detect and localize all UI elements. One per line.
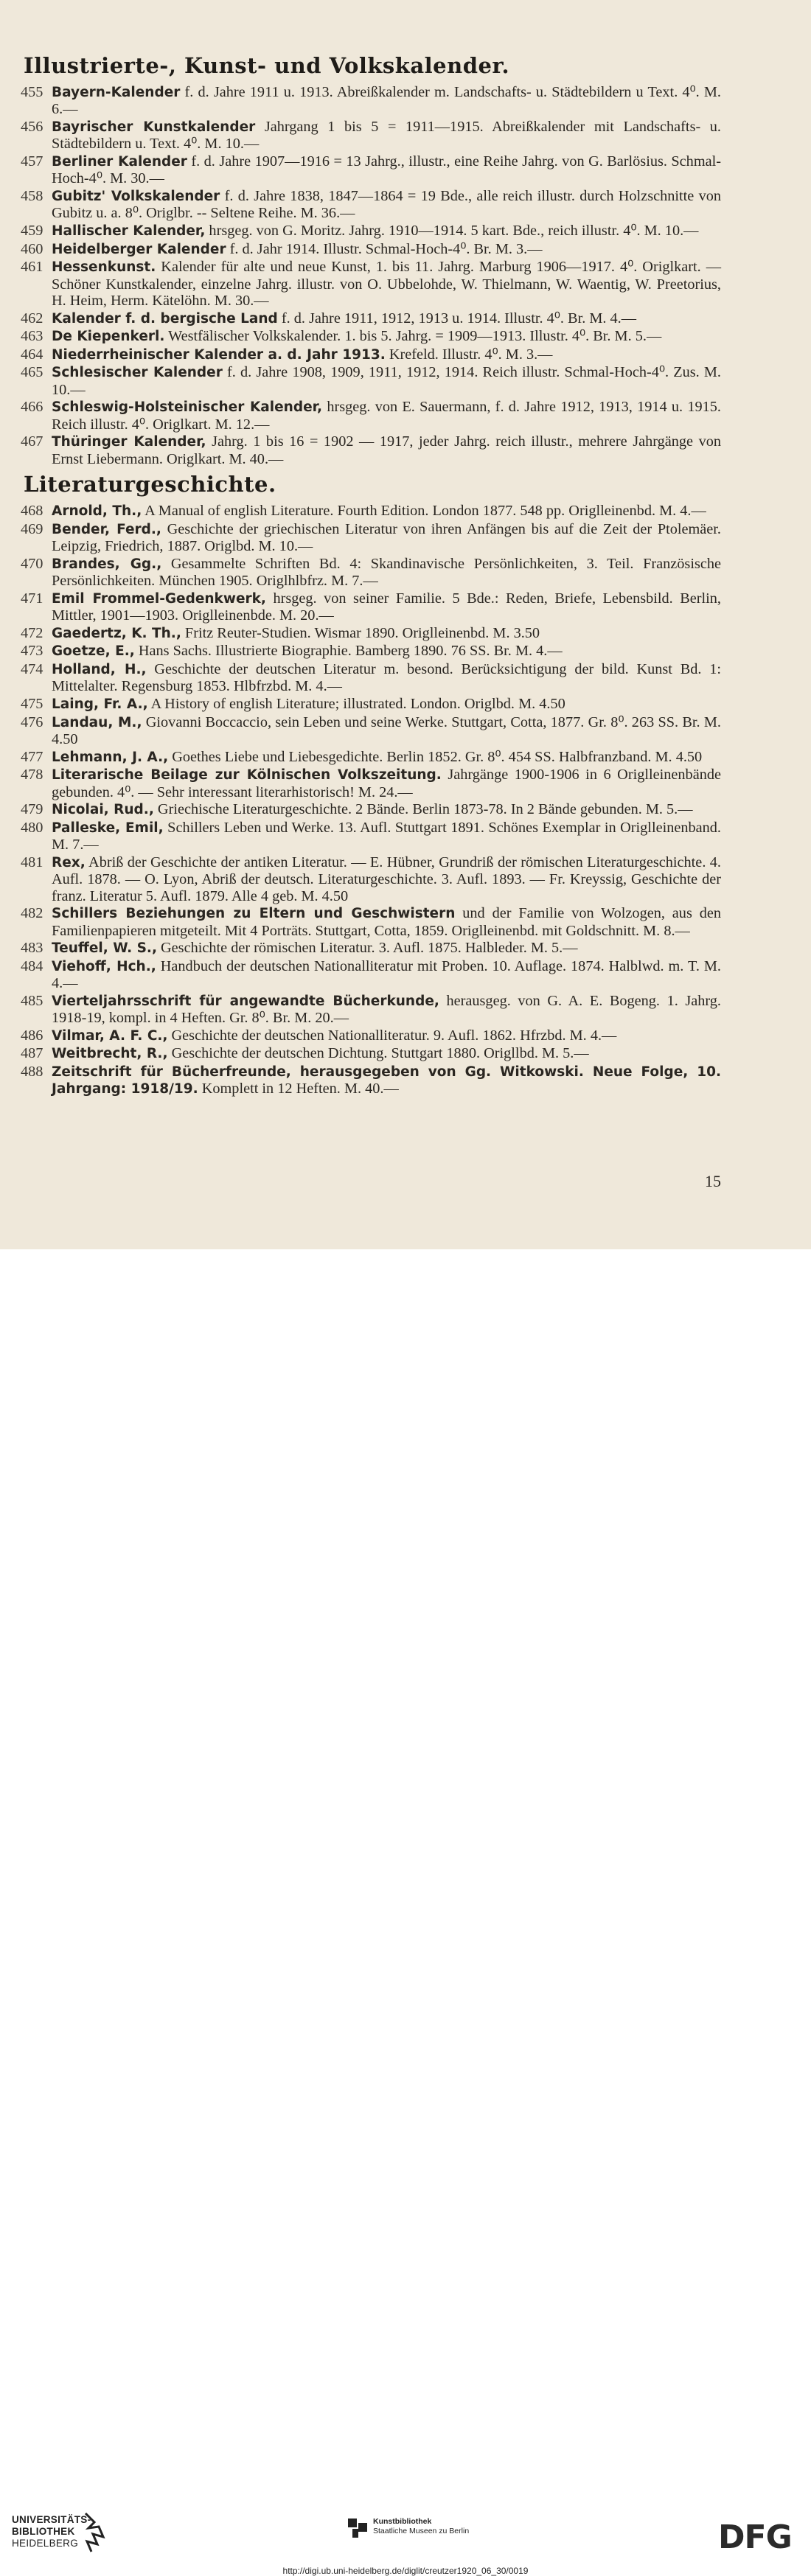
entry-heading: Laing, Fr. A., xyxy=(52,696,148,712)
entry-number: 470 xyxy=(21,555,43,572)
page-number: 15 xyxy=(705,1172,721,1190)
entry-description: f. d. Jahre 1911, 1912, 1913 u. 1914. Illustr. 4⁰. Br. M. 4.— xyxy=(277,310,637,327)
entry-number: 487 xyxy=(21,1045,43,1062)
entry-description: Goethes Liebe und Liebesgedichte. Berlin 1852. Gr. 8⁰. 454 SS. Halbfranzband. M. 4.50 xyxy=(168,748,703,765)
catalog-entry xyxy=(21,503,721,520)
entry-description: Kalender für alte und neue Kunst, 1. bis 11. Jahrg. Marburg 1906—1917. 4⁰. Origlkart. — Schöner Kunstkalender, einzelne Jahrg. illustr. von O. Ubbelohde, W. Thielmann, W. Waentig, W. Preetorius, H. Heim, Herm. Kätelöhn. M. 30.— xyxy=(52,259,721,309)
kunstbibliothek-logo-icon xyxy=(348,2519,367,2538)
entry-heading: Lehmann, J. A., xyxy=(52,749,169,765)
section-title: Literaturgeschichte. xyxy=(24,472,276,498)
entry-number: 479 xyxy=(21,801,43,818)
entry-number: 484 xyxy=(21,957,43,974)
entry-text xyxy=(52,364,721,398)
catalog-entry xyxy=(21,661,721,695)
entry-text xyxy=(52,940,721,957)
catalog-entry xyxy=(21,346,721,363)
catalog-entry xyxy=(21,820,721,854)
entry-heading: Emil Frommel-Gedenkwerk, xyxy=(52,590,266,607)
entry-text xyxy=(52,590,721,624)
entry-number: 486 xyxy=(21,1027,43,1044)
entry-number: 471 xyxy=(21,590,43,607)
entry-description: Gesammelte Schriften Bd. 4: Skandinavische Persönlichkeiten, 3. Teil. Französische Persönlichkeiten. München 1905. Origlhlbfrz. M. 7.— xyxy=(52,555,721,590)
entry-description: Jahrg. 1 bis 16 = 1902 — 1917, jeder Jahrg. reich illustr., mehrere Jahrgänge von Ernst Liebermann. Origlkart. M. 40.— xyxy=(52,433,721,467)
entry-text xyxy=(52,556,721,590)
catalog-entry xyxy=(21,958,721,992)
dfg-logo: DFG xyxy=(718,2519,792,2556)
entry-description: und der Familie von Wolzogen, aus den Familienpapieren mitgeteilt. Mit 4 Porträts. Stuttgart, Cotta, 1859. Origlleinenbd. mit Goldschnitt. M. 8.— xyxy=(52,905,721,939)
entry-number: 476 xyxy=(21,713,43,730)
entry-number: 475 xyxy=(21,695,43,712)
entry-text xyxy=(52,1027,721,1044)
entry-description: Fritz Reuter-Studien. Wismar 1890. Origlleinenbd. M. 3.50 xyxy=(181,624,540,641)
entry-description: herausgeg. von G. A. E. Bogeng. 1. Jahrg. 1918-19, kompl. in 4 Heften. Gr. 8⁰. Br. M. 20.— xyxy=(52,992,721,1027)
entry-number: 483 xyxy=(21,940,43,957)
entry-text xyxy=(52,993,721,1027)
entry-number: 488 xyxy=(21,1063,43,1080)
catalog-entry xyxy=(21,1027,721,1044)
catalog-entry xyxy=(21,905,721,939)
catalog-entry xyxy=(21,153,721,187)
catalog-entry xyxy=(21,556,721,590)
entry-text xyxy=(52,346,721,363)
catalog-entry xyxy=(21,714,721,748)
entry-number: 472 xyxy=(21,624,43,641)
entry-text xyxy=(52,521,721,555)
entry-text xyxy=(52,625,721,642)
entry-number: 485 xyxy=(21,992,43,1009)
entry-description: Schillers Leben und Werke. 13. Aufl. Stuttgart 1891. Schönes Exemplar in Origlleinenband. M. 7.— xyxy=(52,819,721,854)
entry-heading: Arnold, Th., xyxy=(52,503,142,520)
entry-text xyxy=(52,119,721,153)
entry-text xyxy=(52,310,721,327)
entry-heading: Thüringer Kalender, xyxy=(52,434,206,450)
entry-number: 468 xyxy=(21,503,43,520)
entry-description: A Manual of english Literature. Fourth Edition. London 1877. 548 pp. Origlleinenbd. M. 4.— xyxy=(142,503,706,520)
entry-text xyxy=(52,749,721,766)
entry-description: hrsgeg. von G. Moritz. Jahrg. 1910—1914. 5 kart. Bde., reich illustr. 4⁰. M. 10.— xyxy=(205,223,699,239)
entry-description: Geschichte der römischen Literatur. 3. Aufl. 1875. Halbleder. M. 5.— xyxy=(156,940,578,957)
entry-text xyxy=(52,696,721,713)
entry-heading: Teuffel, W. S., xyxy=(52,940,157,957)
entry-text xyxy=(52,259,721,309)
entry-description: f. d. Jahre 1838, 1847—1864 = 19 Bde., alle reich illustr. durch Holzschnitte von Gubitz u. a. 8⁰. Origlbr. -- Seltene Reihe. M. 36.— xyxy=(52,188,721,222)
entry-number: 456 xyxy=(21,119,43,135)
catalog-entry xyxy=(21,749,721,766)
catalog-entry xyxy=(21,84,721,118)
catalog-entry xyxy=(21,433,721,467)
entry-number: 482 xyxy=(21,905,43,922)
entry-description: Abriß der Geschichte der antiken Literatur. — E. Hübner, Grundriß der römischen Literaturgeschichte. 4. Aufl. 1878. — O. Lyon, Abriß der deutsch. Literaturgeschichte. 3. Aufl. 1893. — Fr. Kreyssig, Geschichte der franz. Literatur 5. Aufl. 1879. Alle 4 geb. M. 4.50 xyxy=(52,854,721,904)
entry-description: Westfälischer Volkskalender. 1. bis 5. Jahrg. = 1909—1913. Illustr. 4⁰. Br. M. 5.— xyxy=(164,328,662,345)
entry-heading: Hallischer Kalender, xyxy=(52,223,206,239)
entry-text xyxy=(52,503,721,520)
catalog-entry xyxy=(21,1045,721,1062)
entry-description: Geschichte der deutschen Nationalliteratur. 9. Aufl. 1862. Hfrzbd. M. 4.— xyxy=(167,1027,617,1044)
entry-number: 464 xyxy=(21,346,43,363)
entry-heading: Niederrheinischer Kalender a. d. Jahr 1913. xyxy=(52,346,386,363)
uni-line-2: BIBLIOTHEK xyxy=(12,2526,75,2537)
entry-number: 458 xyxy=(21,188,43,204)
entry-number: 462 xyxy=(21,310,43,327)
entry-number: 478 xyxy=(21,767,43,783)
entry-heading: Heidelberger Kalender xyxy=(52,241,226,257)
kb-line-2: Staatliche Museen zu Berlin xyxy=(373,2527,470,2535)
entry-text xyxy=(52,905,721,939)
entry-text xyxy=(52,1045,721,1062)
catalog-entry xyxy=(21,241,721,258)
catalog-entry xyxy=(21,696,721,713)
entry-heading: Hessenkunst. xyxy=(52,259,156,276)
entry-description: hrsgeg. von seiner Familie. 5 Bde.: Reden, Briefe, Lebensbild. Berlin, Mittler, 1901—1903. Origlleinenbde. M. 20.— xyxy=(52,590,721,624)
entry-description: Geschichte der deutschen Literatur m. besond. Berücksichtigung der bild. Kunst Bd. 1: Mittelalter. Regensburg 1853. Hlbfrzbd. M. 4.— xyxy=(52,660,722,695)
entry-number: 469 xyxy=(21,520,43,537)
entry-description: Griechische Literaturgeschichte. 2 Bände. Berlin 1873-78. In 2 Bände gebunden. M. 5.— xyxy=(153,801,693,818)
entry-heading: De Kiepenkerl. xyxy=(52,329,165,345)
catalog-entry xyxy=(21,801,721,818)
entry-heading: Gubitz' Volkskalender xyxy=(52,189,220,204)
entry-text xyxy=(52,84,721,118)
entry-number: 481 xyxy=(21,854,43,870)
entry-heading: Vierteljahrsschrift für angewandte Bücherkunde, xyxy=(52,993,439,1009)
scanned-page xyxy=(0,0,811,1249)
entry-text xyxy=(52,854,721,904)
entry-text xyxy=(52,433,721,467)
catalog-entry xyxy=(21,364,721,398)
entry-text xyxy=(52,241,721,258)
entry-heading: Landau, M., xyxy=(52,714,142,730)
catalog-entry xyxy=(21,993,721,1027)
entry-text xyxy=(52,1064,721,1098)
entry-description: Geschichte der deutschen Dichtung. Stuttgart 1880. Origllbd. M. 5.— xyxy=(167,1045,589,1062)
entry-heading: Rex, xyxy=(52,854,86,870)
catalog-entry xyxy=(21,223,721,240)
entry-heading: Literarische Beilage zur Kölnischen Volkszeitung. xyxy=(52,767,442,783)
entry-heading: Weitbrecht, R., xyxy=(52,1046,168,1062)
entry-description: Giovanni Boccaccio, sein Leben und seine Werke. Stuttgart, Cotta, 1877. Gr. 8⁰. 263 SS. Br. M. 4.50 xyxy=(52,713,721,747)
uni-line-3: HEIDELBERG xyxy=(12,2538,79,2549)
uni-line-1: UNIVERSITÄTS- xyxy=(12,2514,91,2525)
entry-number: 474 xyxy=(21,660,43,677)
entry-heading: Berliner Kalender xyxy=(52,154,187,170)
university-library-label xyxy=(12,2514,91,2549)
catalog-entry xyxy=(21,940,721,957)
entry-heading: Schleswig-Holsteinischer Kalender, xyxy=(52,399,323,416)
entry-text xyxy=(52,801,721,818)
entry-description: Handbuch der deutschen Nationalliteratur mit Proben. 10. Auflage. 1874. Halblwd. m. T. M. 4.— xyxy=(52,957,721,992)
entry-number: 480 xyxy=(21,819,43,836)
entry-description: hrsgeg. von E. Sauermann, f. d. Jahre 1912, 1913, 1914 u. 1915. Reich illustr. 4⁰. Origlkart. M. 12.— xyxy=(52,399,721,433)
entry-heading: Vilmar, A. F. C., xyxy=(52,1027,168,1044)
entry-number: 466 xyxy=(21,399,43,416)
entry-description: Geschichte der griechischen Literatur von ihren Anfängen bis auf die Zeit der Ptolemäer. Leipzig, Friedrich, 1887. Origlbd. M. 10.— xyxy=(52,520,721,555)
entry-description: f. d. Jahre 1907—1916 = 13 Jahrg., illustr., eine Reihe Jahrg. von G. Barlösius. Schmal-Hoch-4⁰. M. 30.— xyxy=(52,153,721,187)
entry-heading: Bayern-Kalender xyxy=(52,85,181,100)
catalog-entry xyxy=(21,310,721,327)
entry-number: 473 xyxy=(21,643,43,660)
catalog-entry xyxy=(21,521,721,555)
catalog-entry xyxy=(21,854,721,904)
entry-heading: Zeitschrift für Bücherfreunde, herausgegeben von Gg. Witkowski. Neue Folge, 10. Jahrgang: 1918/19. xyxy=(52,1064,721,1097)
catalog-entry xyxy=(21,590,721,624)
catalog-entry xyxy=(21,188,721,222)
footer-bar xyxy=(0,1249,811,2576)
entry-number: 455 xyxy=(21,84,43,100)
entry-heading: Goetze, E., xyxy=(52,643,135,660)
entry-number: 463 xyxy=(21,328,43,345)
kb-line-1: Kunstbibliothek xyxy=(373,2517,432,2526)
entry-description: f. d. Jahre 1911 u. 1913. Abreißkalender m. Landschafts- u. Städtebildern u Text. 4⁰. M. 6.— xyxy=(52,84,721,118)
entry-number: 459 xyxy=(21,223,43,239)
entry-heading: Gaedertz, K. Th., xyxy=(52,625,181,641)
catalog-entry xyxy=(21,119,721,153)
entry-description: Jahrgänge 1900-1906 in 6 Origlleinenbände gebunden. 4⁰. — Sehr interessant literarhistorisch! M. 24.— xyxy=(52,767,721,800)
catalog-content xyxy=(21,53,721,1099)
entry-number: 460 xyxy=(21,240,43,257)
entry-number: 467 xyxy=(21,433,43,450)
entry-text xyxy=(52,223,721,240)
entry-number: 477 xyxy=(21,748,43,765)
entry-heading: Holland, H., xyxy=(52,661,147,677)
entry-text xyxy=(52,767,721,800)
catalog-entry xyxy=(21,625,721,642)
entry-description: Komplett in 12 Heften. M. 40.— xyxy=(198,1081,399,1097)
entry-description: Krefeld. Illustr. 4⁰. M. 3.— xyxy=(385,346,553,363)
entry-description: A History of english Literature; illustrated. London. Origlbd. M. 4.50 xyxy=(147,695,565,712)
entry-heading: Nicolai, Rud., xyxy=(52,802,154,818)
source-url[interactable]: http://digi.ub.uni-heidelberg.de/diglit/creutzer1920_06_30/0019 xyxy=(282,2566,529,2576)
catalog-entry xyxy=(21,399,721,433)
entry-text xyxy=(52,399,721,433)
entry-description: f. d. Jahr 1914. Illustr. Schmal-Hoch-4⁰. Br. M. 3.— xyxy=(226,240,543,257)
entry-number: 457 xyxy=(21,153,43,170)
entry-heading: Viehoff, Hch., xyxy=(52,958,156,974)
entry-heading: Schlesischer Kalender xyxy=(52,365,223,381)
entry-text xyxy=(52,153,721,187)
entry-description: Hans Sachs. Illustrierte Biographie. Bamberg 1890. 76 SS. Br. M. 4.— xyxy=(134,643,563,660)
entry-text xyxy=(52,643,721,660)
entry-heading: Palleske, Emil, xyxy=(52,820,164,836)
entry-text xyxy=(52,188,721,222)
entry-heading: Brandes, Gg., xyxy=(52,556,162,572)
catalog-entry xyxy=(21,1064,721,1098)
entry-text xyxy=(52,714,721,748)
entry-heading: Kalender f. d. bergische Land xyxy=(52,310,278,327)
entry-heading: Bayrischer Kunstkalender xyxy=(52,119,256,135)
entry-heading: Schillers Beziehungen zu Eltern und Geschwistern xyxy=(52,906,456,922)
catalog-entry xyxy=(21,643,721,660)
entry-description: Jahrgang 1 bis 5 = 1911—1915. Abreißkalender mit Landschafts- u. Städtebildern u. Text. 4⁰. M. 10.— xyxy=(52,119,721,153)
entry-number: 465 xyxy=(21,364,43,381)
entry-heading: Bender, Ferd., xyxy=(52,521,161,537)
entry-description: f. d. Jahre 1908, 1909, 1911, 1912, 1914. Reich illustr. Schmal-Hoch-4⁰. Zus. M. 10.— xyxy=(52,364,721,398)
entry-text xyxy=(52,958,721,992)
section-title: Illustrierte-, Kunst- und Volkskalender. xyxy=(24,53,510,78)
heidelberg-lion-logo-icon xyxy=(81,2512,108,2553)
entry-text xyxy=(52,820,721,854)
entry-text xyxy=(52,328,721,345)
catalog-entry xyxy=(21,767,721,800)
catalog-entry xyxy=(21,259,721,309)
entry-text xyxy=(52,661,721,695)
catalog-entry xyxy=(21,328,721,345)
entry-number: 461 xyxy=(21,259,43,276)
kunstbibliothek-label xyxy=(373,2517,469,2536)
